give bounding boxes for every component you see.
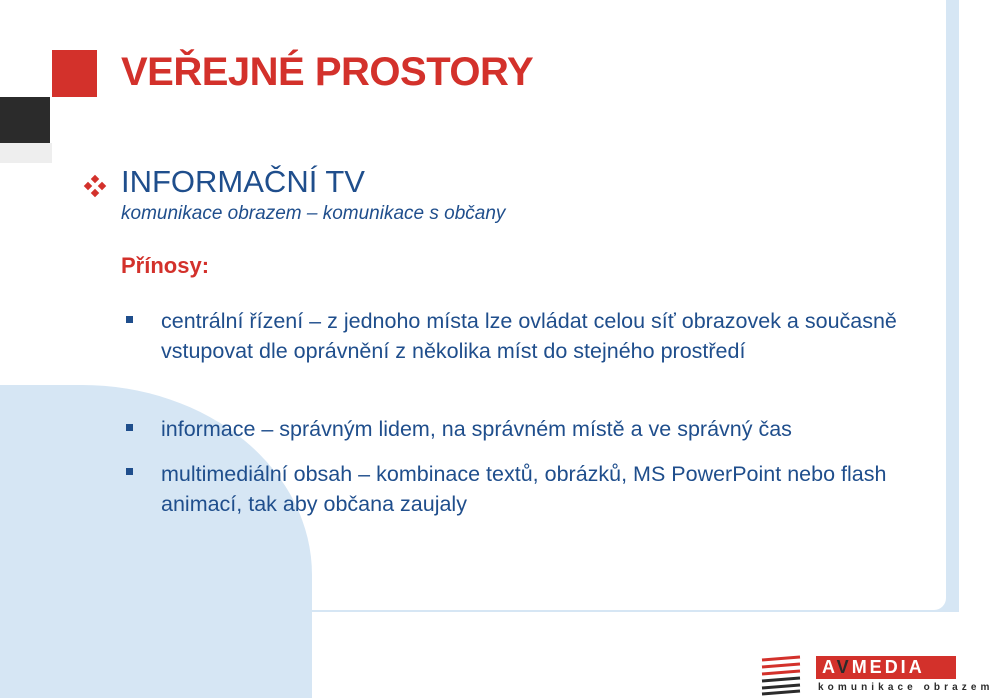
benefits-label: Přínosy: bbox=[121, 253, 210, 278]
avmedia-logo-mark-icon bbox=[760, 655, 804, 695]
decor-square-gray bbox=[0, 143, 52, 163]
section-subheading: komunikace obrazem – komunikace s občany bbox=[121, 203, 506, 224]
square-bullet-icon bbox=[126, 424, 133, 431]
diamond-cluster-icon bbox=[84, 175, 106, 197]
decor-square-black bbox=[0, 97, 50, 143]
logo-tagline: komunikace obrazem bbox=[818, 682, 994, 693]
decor-square-red bbox=[52, 50, 97, 97]
list-item: multimediální obsah – kombinace textů, obrázků, MS PowerPoint nebo flash animací, tak aby občana zaujaly bbox=[161, 462, 887, 516]
page-title: VEŘEJNÉ PROSTORY bbox=[121, 50, 534, 94]
logo-wordmark: AVMEDIA bbox=[822, 657, 925, 677]
square-bullet-icon bbox=[126, 468, 133, 475]
section-heading: INFORMAČNÍ TV bbox=[121, 164, 365, 199]
list-item: informace – správným lidem, na správném místě a ve správný čas bbox=[161, 417, 792, 441]
square-bullet-icon bbox=[126, 316, 133, 323]
list-item: centrální řízení – z jednoho místa lze ovládat celou síť obrazovek a současně vstupovat dle oprávnění z několika míst do stejného prostředí bbox=[161, 309, 897, 363]
